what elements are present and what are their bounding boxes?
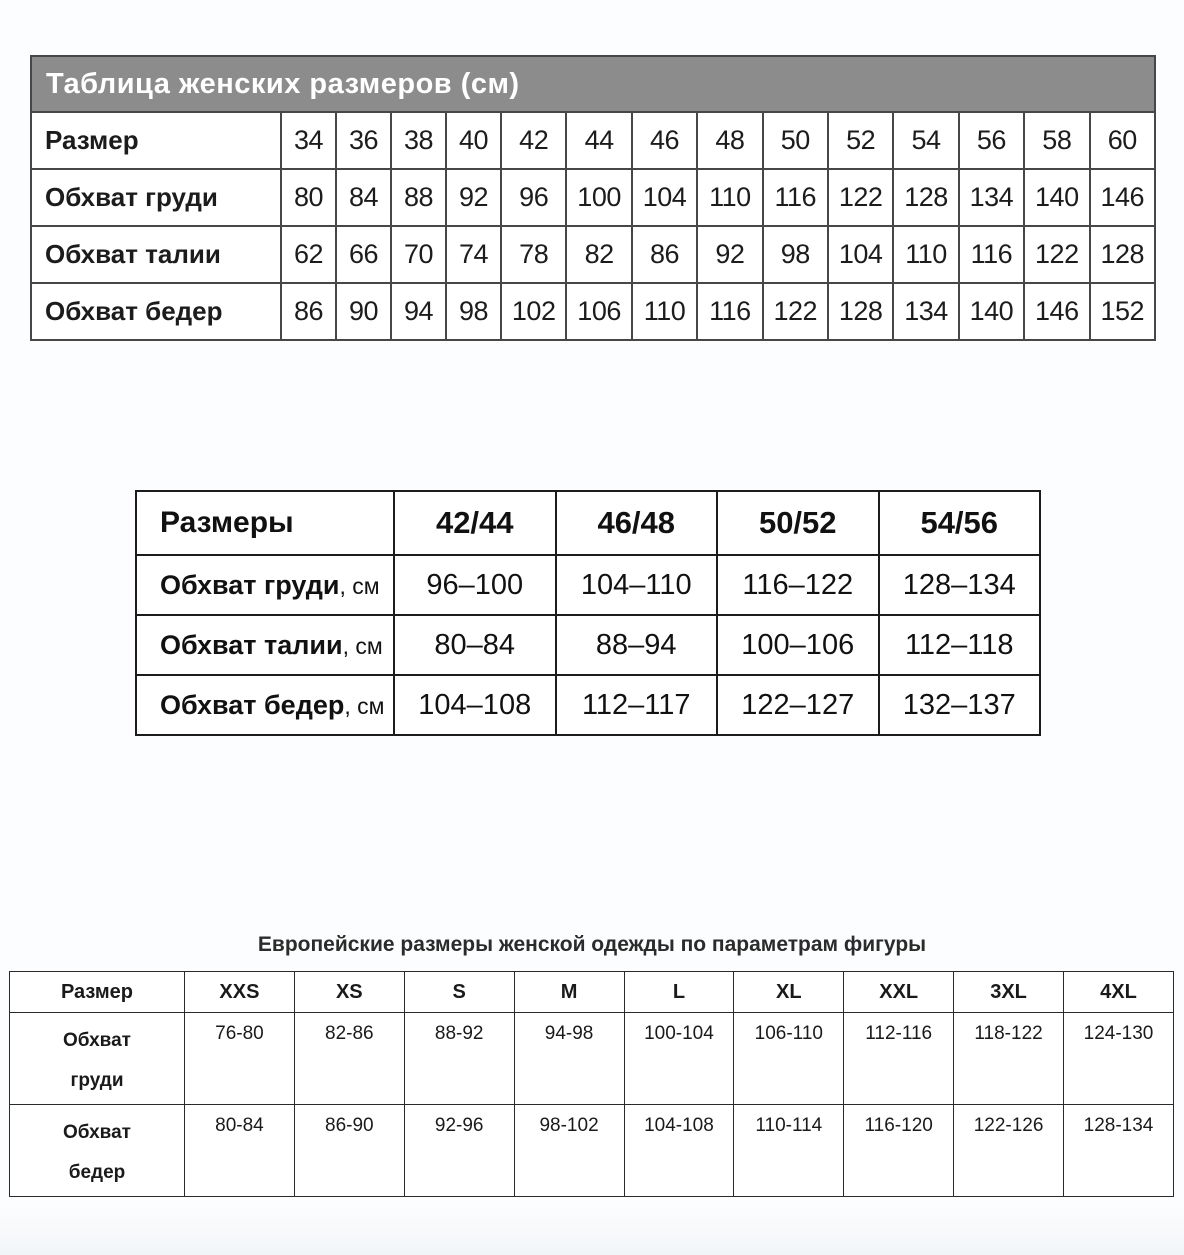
size-value-cell: 102	[501, 283, 566, 340]
size-value-cell: 104	[632, 169, 697, 226]
size-range-cell: 100–106	[717, 615, 879, 675]
size-range-cell: 112-116	[844, 1013, 954, 1105]
grouped-sizes-header-label: Размеры	[136, 491, 394, 555]
size-value-cell: 54	[893, 112, 958, 169]
european-sizes-header-label: Размер	[10, 972, 185, 1013]
size-value-cell: 46	[632, 112, 697, 169]
size-value-cell: 110	[893, 226, 958, 283]
size-value-cell: 98	[763, 226, 828, 283]
size-value-cell: 66	[336, 226, 391, 283]
size-range-cell: 94-98	[514, 1013, 624, 1105]
size-value-cell: 34	[281, 112, 336, 169]
row-label: Обхват груди	[31, 169, 281, 226]
size-range-cell: 100-104	[624, 1013, 734, 1105]
size-value-cell: 146	[1024, 283, 1089, 340]
size-range-cell: 86-90	[294, 1105, 404, 1197]
size-value-cell: 146	[1090, 169, 1155, 226]
column-header: XXL	[844, 972, 954, 1013]
size-range-cell: 112–118	[879, 615, 1041, 675]
size-value-cell: 152	[1090, 283, 1155, 340]
column-header: 50/52	[717, 491, 879, 555]
size-value-cell: 62	[281, 226, 336, 283]
column-header: XL	[734, 972, 844, 1013]
size-value-cell: 128	[893, 169, 958, 226]
size-value-cell: 98	[446, 283, 501, 340]
size-value-cell: 110	[697, 169, 762, 226]
row-label	[136, 615, 394, 675]
row-label	[136, 555, 394, 615]
size-range-cell: 80–84	[394, 615, 556, 675]
table-header-row	[10, 972, 1174, 1013]
size-value-cell: 36	[336, 112, 391, 169]
size-range-cell: 104-108	[624, 1105, 734, 1197]
size-range-cell: 106-110	[734, 1013, 844, 1105]
size-value-cell: 122	[1024, 226, 1089, 283]
column-header: 3XL	[954, 972, 1064, 1013]
row-label-unit: , см	[344, 692, 385, 719]
table-title-row	[31, 56, 1155, 112]
row-label-text: Обхват талии	[160, 629, 343, 660]
size-value-cell: 110	[632, 283, 697, 340]
table-row	[31, 283, 1155, 340]
size-value-cell: 128	[1090, 226, 1155, 283]
row-label-line1: Обхват	[63, 1122, 131, 1143]
size-value-cell: 42	[501, 112, 566, 169]
size-value-cell: 134	[893, 283, 958, 340]
size-range-cell: 124-130	[1064, 1013, 1174, 1105]
size-value-cell: 74	[446, 226, 501, 283]
size-value-cell: 80	[281, 169, 336, 226]
row-label-line2: бедер	[68, 1162, 126, 1183]
size-value-cell: 88	[391, 169, 446, 226]
size-value-cell: 122	[763, 283, 828, 340]
women-sizes-table	[30, 55, 1156, 341]
size-charts-page	[0, 55, 1184, 1197]
women-sizes-table-title: Таблица женских размеров (см)	[31, 56, 1155, 112]
table-row	[31, 112, 1155, 169]
european-sizes-title: Европейские размеры женской одежды по параметрам фигуры	[257, 933, 927, 956]
column-header: 46/48	[556, 491, 718, 555]
size-value-cell: 128	[828, 283, 893, 340]
column-header: 54/56	[879, 491, 1041, 555]
size-value-cell: 60	[1090, 112, 1155, 169]
size-value-cell: 106	[566, 283, 631, 340]
size-value-cell: 58	[1024, 112, 1089, 169]
size-value-cell: 96	[501, 169, 566, 226]
table-row	[10, 1105, 1174, 1197]
size-value-cell: 78	[501, 226, 566, 283]
size-value-cell: 44	[566, 112, 631, 169]
row-label	[10, 1013, 185, 1105]
size-range-cell: 116–122	[717, 555, 879, 615]
size-value-cell: 50	[763, 112, 828, 169]
row-label-unit: , см	[339, 572, 380, 599]
size-value-cell: 122	[828, 169, 893, 226]
size-value-cell: 52	[828, 112, 893, 169]
size-range-cell: 92-96	[404, 1105, 514, 1197]
column-header: 42/44	[394, 491, 556, 555]
size-value-cell: 100	[566, 169, 631, 226]
size-value-cell: 94	[391, 283, 446, 340]
size-range-cell: 80-84	[185, 1105, 295, 1197]
size-range-cell: 122–127	[717, 675, 879, 735]
size-range-cell: 98-102	[514, 1105, 624, 1197]
size-value-cell: 70	[391, 226, 446, 283]
size-range-cell: 118-122	[954, 1013, 1064, 1105]
size-value-cell: 48	[697, 112, 762, 169]
size-value-cell: 116	[697, 283, 762, 340]
grouped-sizes-table	[135, 490, 1041, 736]
row-label: Размер	[31, 112, 281, 169]
column-header: M	[514, 972, 624, 1013]
row-label-line2: груди	[70, 1070, 124, 1091]
size-range-cell: 116-120	[844, 1105, 954, 1197]
row-label	[136, 675, 394, 735]
row-label: Обхват бедер	[31, 283, 281, 340]
column-header: L	[624, 972, 734, 1013]
table-row	[136, 555, 1040, 615]
table-header-row	[136, 491, 1040, 555]
size-value-cell: 38	[391, 112, 446, 169]
size-value-cell: 92	[446, 169, 501, 226]
size-value-cell: 90	[336, 283, 391, 340]
column-header: XXS	[185, 972, 295, 1013]
column-header: S	[404, 972, 514, 1013]
row-label: Обхват талии	[31, 226, 281, 283]
size-value-cell: 40	[446, 112, 501, 169]
size-value-cell: 134	[959, 169, 1024, 226]
size-value-cell: 56	[959, 112, 1024, 169]
size-range-cell: 104–108	[394, 675, 556, 735]
size-value-cell: 84	[336, 169, 391, 226]
size-range-cell: 82-86	[294, 1013, 404, 1105]
row-label-text: Обхват груди	[160, 569, 340, 600]
row-label-text: Обхват бедер	[160, 689, 345, 720]
size-value-cell: 86	[632, 226, 697, 283]
size-value-cell: 92	[697, 226, 762, 283]
size-value-cell: 116	[959, 226, 1024, 283]
size-range-cell: 104–110	[556, 555, 718, 615]
size-range-cell: 112–117	[556, 675, 718, 735]
size-range-cell: 128-134	[1064, 1105, 1174, 1197]
european-sizes-table	[9, 971, 1174, 1197]
table-row	[31, 226, 1155, 283]
column-header: 4XL	[1064, 972, 1174, 1013]
size-range-cell: 110-114	[734, 1105, 844, 1197]
row-label	[10, 1105, 185, 1197]
column-header: XS	[294, 972, 404, 1013]
size-value-cell: 140	[1024, 169, 1089, 226]
table-row	[136, 675, 1040, 735]
size-range-cell: 76-80	[185, 1013, 295, 1105]
table-row	[136, 615, 1040, 675]
size-value-cell: 116	[763, 169, 828, 226]
size-range-cell: 132–137	[879, 675, 1041, 735]
size-range-cell: 122-126	[954, 1105, 1064, 1197]
table-row	[31, 169, 1155, 226]
size-range-cell: 128–134	[879, 555, 1041, 615]
row-label-line1: Обхват	[63, 1030, 131, 1051]
size-value-cell: 104	[828, 226, 893, 283]
size-range-cell: 88-92	[404, 1013, 514, 1105]
size-range-cell: 88–94	[556, 615, 718, 675]
row-label-unit: , см	[342, 632, 383, 659]
table-row	[10, 1013, 1174, 1105]
size-value-cell: 86	[281, 283, 336, 340]
size-value-cell: 82	[566, 226, 631, 283]
size-value-cell: 140	[959, 283, 1024, 340]
size-range-cell: 96–100	[394, 555, 556, 615]
